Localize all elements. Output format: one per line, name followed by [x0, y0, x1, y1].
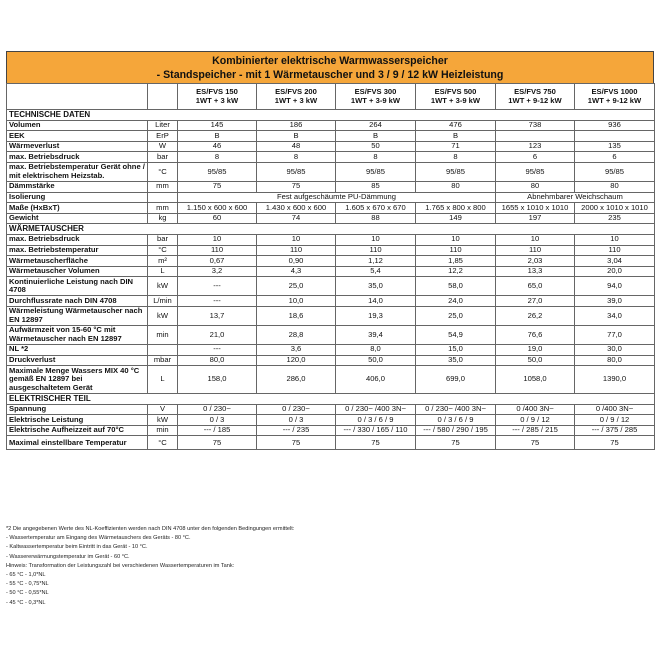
cell-value: 80	[575, 181, 655, 192]
cell-value: 26,2	[496, 306, 575, 325]
footnote-line: - 55 °C - 0,75*NL	[6, 581, 49, 588]
header-unit-cell	[148, 84, 178, 110]
cell-value: 110	[496, 245, 575, 256]
table-body	[7, 110, 655, 450]
cell-value: 1.430 x 600 x 600	[257, 203, 336, 214]
section-row	[7, 394, 655, 405]
row-unit: °C	[148, 436, 178, 450]
datasheet	[6, 51, 654, 450]
cell-value: 3,6	[257, 344, 336, 355]
row-unit: bar	[148, 234, 178, 245]
row-label: Wärmetauscher Volumen	[7, 266, 148, 277]
cell-value: 54,9	[416, 325, 496, 344]
table-row	[7, 256, 655, 267]
title-line-2: - Standspeicher - mit 1 Wärmetauscher und 3 / 9 / 12 kW Heizleistung	[156, 69, 504, 81]
table-row	[7, 425, 655, 436]
table-row	[7, 245, 655, 256]
cell-value: B	[416, 131, 496, 142]
row-label: Maximale Menge Wassers MIX 40 °C gemäß EN 12897 bei ausgeschaltetem Gerät	[7, 366, 148, 394]
cell-value: 95/85	[496, 162, 575, 181]
table-row	[7, 120, 655, 131]
row-unit: bar	[148, 152, 178, 163]
footnote-line: Hinweis: Transformation der Leistungszahl bei verschiedenen Wassertemperaturen im Tank:	[6, 562, 235, 569]
table-row	[7, 296, 655, 307]
cell-value: 10	[575, 234, 655, 245]
cell-value: 80,0	[178, 355, 257, 366]
table-row	[7, 192, 655, 203]
table-row	[7, 344, 655, 355]
cell-value: 50,0	[496, 355, 575, 366]
model-header: ES/FVS 200 1WT + 3 kW	[257, 84, 336, 110]
cell-value: 10	[496, 234, 575, 245]
cell-value: 110	[416, 245, 496, 256]
model-header: ES/FVS 1000 1WT + 9-12 kW	[575, 84, 655, 110]
footnote-line: - 45 °C - 0,3*NL	[6, 599, 46, 606]
cell-value: 8	[416, 152, 496, 163]
cell-value: --- / 580 / 290 / 195	[416, 425, 496, 436]
footnotes	[6, 525, 654, 608]
cell-value: 135	[575, 141, 655, 152]
table-row	[7, 415, 655, 426]
row-label: max. Betriebsdruck	[7, 152, 148, 163]
cell-value: 2,03	[496, 256, 575, 267]
cell-value: 28,8	[257, 325, 336, 344]
cell-value: 94,0	[575, 277, 655, 296]
model-header: ES/FVS 750 1WT + 9-12 kW	[496, 84, 575, 110]
sheet-title	[6, 51, 654, 83]
cell-value: --- / 235	[257, 425, 336, 436]
cell-value: 65,0	[496, 277, 575, 296]
cell-value: 71	[416, 141, 496, 152]
cell-value: 20,0	[575, 266, 655, 277]
cell-value: 1.605 x 670 x 670	[336, 203, 416, 214]
cell-value: 3,04	[575, 256, 655, 267]
header-label-cell	[7, 84, 148, 110]
row-unit: min	[148, 325, 178, 344]
model-header: ES/FVS 150 1WT + 3 kW	[178, 84, 257, 110]
row-label: Dämmstärke	[7, 181, 148, 192]
footnote-line: - 65 °C - 1,0*NL	[6, 572, 46, 579]
cell-value: B	[336, 131, 416, 142]
cell-value	[496, 131, 575, 142]
cell-value: 15,0	[416, 344, 496, 355]
row-label: Elektrische Aufheizzeit auf 70°C	[7, 425, 148, 436]
row-unit: kW	[148, 277, 178, 296]
cell-value: 95/85	[336, 162, 416, 181]
cell-value: 39,4	[336, 325, 416, 344]
cell-value: 95/85	[257, 162, 336, 181]
table-row	[7, 355, 655, 366]
row-unit	[148, 344, 178, 355]
cell-value: 1,12	[336, 256, 416, 267]
row-unit: mm	[148, 181, 178, 192]
model-header: ES/FVS 300 1WT + 3-9 kW	[336, 84, 416, 110]
row-label: max. Betriebstemperatur	[7, 245, 148, 256]
section-heading: ELEKTRISCHER TEIL	[7, 394, 655, 405]
table-row	[7, 131, 655, 142]
row-unit: ErP	[148, 131, 178, 142]
table-row	[7, 181, 655, 192]
cell-value: 48	[257, 141, 336, 152]
cell-value: 235	[575, 213, 655, 224]
cell-value: 738	[496, 120, 575, 131]
footnote-line: - Wassererwärmungstemperatur im Gerät - 60 °C.	[6, 553, 130, 560]
row-unit: m²	[148, 256, 178, 267]
cell-value: 35,0	[336, 277, 416, 296]
cell-value: 1.150 x 600 x 600	[178, 203, 257, 214]
cell-value: 5,4	[336, 266, 416, 277]
cell-value: 8	[336, 152, 416, 163]
cell-value: 2000 x 1010 x 1010	[575, 203, 655, 214]
table-row	[7, 234, 655, 245]
cell-value: 110	[257, 245, 336, 256]
cell-value: 123	[496, 141, 575, 152]
row-unit: L/min	[148, 296, 178, 307]
cell-value: 76,6	[496, 325, 575, 344]
cell-value: --- / 285 / 215	[496, 425, 575, 436]
cell-value: 699,0	[416, 366, 496, 394]
cell-value: 0 / 3	[257, 415, 336, 426]
cell-value: 74	[257, 213, 336, 224]
cell-value: 30,0	[575, 344, 655, 355]
cell-value: 77,0	[575, 325, 655, 344]
row-unit: °C	[148, 245, 178, 256]
row-label: Isolierung	[7, 192, 148, 203]
cell-value: 21,0	[178, 325, 257, 344]
cell-value: 27,0	[496, 296, 575, 307]
cell-value: 0 / 3	[178, 415, 257, 426]
span-value: Fest aufgeschäumte PU-Dämmung	[178, 192, 496, 203]
cell-value: 158,0	[178, 366, 257, 394]
cell-value: 8,0	[336, 344, 416, 355]
cell-value: B	[257, 131, 336, 142]
cell-value: 80	[496, 181, 575, 192]
footnote-line: - 50 °C - 0,55*NL	[6, 590, 49, 597]
cell-value: 936	[575, 120, 655, 131]
cell-value: ---	[178, 344, 257, 355]
cell-value: 110	[575, 245, 655, 256]
span-value: Abnehmbarer Weichschaum	[496, 192, 655, 203]
cell-value: 0 / 3 / 6 / 9	[416, 415, 496, 426]
cell-value: 95/85	[416, 162, 496, 181]
cell-value: --- / 185	[178, 425, 257, 436]
cell-value: 197	[496, 213, 575, 224]
cell-value: --- / 375 / 285	[575, 425, 655, 436]
cell-value: 85	[336, 181, 416, 192]
cell-value: 0,67	[178, 256, 257, 267]
row-label: Wärmeverlust	[7, 141, 148, 152]
cell-value: 75	[257, 181, 336, 192]
model-header: ES/FVS 500 1WT + 3-9 kW	[416, 84, 496, 110]
table-row	[7, 213, 655, 224]
cell-value	[575, 131, 655, 142]
cell-value: 39,0	[575, 296, 655, 307]
cell-value: 3,2	[178, 266, 257, 277]
row-unit	[148, 192, 178, 203]
section-row	[7, 110, 655, 121]
cell-value: 75	[416, 436, 496, 450]
row-unit: L	[148, 266, 178, 277]
table-row	[7, 404, 655, 415]
row-label: Volumen	[7, 120, 148, 131]
cell-value: 110	[178, 245, 257, 256]
header-row	[7, 84, 655, 110]
cell-value: 0 / 230~ /400 3N~	[336, 404, 416, 415]
table-row	[7, 277, 655, 296]
cell-value: 24,0	[416, 296, 496, 307]
cell-value: 50,0	[336, 355, 416, 366]
cell-value: 264	[336, 120, 416, 131]
cell-value: 10,0	[257, 296, 336, 307]
footnote-line: *2 Die angegebenen Werte des NL-Koeffizienten werden nach DIN 4708 unter den folgenden Bedingungen ermittelt:	[6, 526, 295, 532]
cell-value: 75	[496, 436, 575, 450]
row-unit: L	[148, 366, 178, 394]
cell-value: 4,3	[257, 266, 336, 277]
row-label: Maximal einstellbare Temperatur	[7, 436, 148, 450]
cell-value: 6	[496, 152, 575, 163]
row-unit: V	[148, 404, 178, 415]
cell-value: 10	[416, 234, 496, 245]
table-row	[7, 366, 655, 394]
cell-value: 120,0	[257, 355, 336, 366]
table-row	[7, 306, 655, 325]
cell-value: 14,0	[336, 296, 416, 307]
row-label: Gewicht	[7, 213, 148, 224]
cell-value: 0 /400 3N~	[575, 404, 655, 415]
row-label: Elektrische Leistung	[7, 415, 148, 426]
cell-value: 58,0	[416, 277, 496, 296]
cell-value: 0 / 230~	[257, 404, 336, 415]
cell-value: 75	[575, 436, 655, 450]
cell-value: 75	[336, 436, 416, 450]
table-row	[7, 436, 655, 450]
cell-value: 75	[178, 436, 257, 450]
cell-value: 0 / 9 / 12	[575, 415, 655, 426]
cell-value: 88	[336, 213, 416, 224]
cell-value: B	[178, 131, 257, 142]
cell-value: 80	[416, 181, 496, 192]
cell-value: 18,6	[257, 306, 336, 325]
cell-value: 19,3	[336, 306, 416, 325]
cell-value: 406,0	[336, 366, 416, 394]
table-row	[7, 266, 655, 277]
cell-value: 0 / 230~	[178, 404, 257, 415]
spec-table	[6, 83, 655, 450]
cell-value: 6	[575, 152, 655, 163]
row-label: Kontinuierliche Leistung nach DIN 4708	[7, 277, 148, 296]
row-label: Wärmetauscherfläche	[7, 256, 148, 267]
cell-value: 8	[257, 152, 336, 163]
row-label: Druckverlust	[7, 355, 148, 366]
cell-value: ---	[178, 277, 257, 296]
row-unit: mbar	[148, 355, 178, 366]
cell-value: 110	[336, 245, 416, 256]
cell-value: ---	[178, 296, 257, 307]
cell-value: 0,90	[257, 256, 336, 267]
table-row	[7, 152, 655, 163]
row-unit: °C	[148, 162, 178, 181]
row-unit: kW	[148, 306, 178, 325]
row-unit: kW	[148, 415, 178, 426]
cell-value: 1390,0	[575, 366, 655, 394]
table-row	[7, 203, 655, 214]
cell-value: 95/85	[178, 162, 257, 181]
cell-value: 80,0	[575, 355, 655, 366]
cell-value: 1.765 x 800 x 800	[416, 203, 496, 214]
cell-value: 25,0	[416, 306, 496, 325]
cell-value: 34,0	[575, 306, 655, 325]
cell-value: 0 / 9 / 12	[496, 415, 575, 426]
cell-value: 149	[416, 213, 496, 224]
cell-value: 13,3	[496, 266, 575, 277]
row-unit: min	[148, 425, 178, 436]
cell-value: 1058,0	[496, 366, 575, 394]
row-label: EEK	[7, 131, 148, 142]
row-label: Spannung	[7, 404, 148, 415]
footnote-line: - Wassertemperatur am Eingang des Wärmetauschers des Geräts - 80 °C.	[6, 535, 191, 542]
cell-value: 10	[336, 234, 416, 245]
cell-value: 1,85	[416, 256, 496, 267]
row-label: Durchflussrate nach DIN 4708	[7, 296, 148, 307]
row-label: Wärmeleistung Wärmetauscher nach EN 12897	[7, 306, 148, 325]
cell-value: 35,0	[416, 355, 496, 366]
cell-value: 10	[257, 234, 336, 245]
cell-value: 13,7	[178, 306, 257, 325]
cell-value: 186	[257, 120, 336, 131]
cell-value: 0 / 3 / 6 / 9	[336, 415, 416, 426]
section-row	[7, 224, 655, 235]
cell-value: 19,0	[496, 344, 575, 355]
cell-value: 1655 x 1010 x 1010	[496, 203, 575, 214]
row-label: Maße (HxBxT)	[7, 203, 148, 214]
row-label: Aufwärmzeit von 15-60 °C mit Wärmetauscher nach EN 12897	[7, 325, 148, 344]
cell-value: 50	[336, 141, 416, 152]
section-heading: TECHNISCHE DATEN	[7, 110, 655, 121]
row-unit: Liter	[148, 120, 178, 131]
cell-value: --- / 330 / 165 / 110	[336, 425, 416, 436]
cell-value: 46	[178, 141, 257, 152]
cell-value: 12,2	[416, 266, 496, 277]
table-row	[7, 162, 655, 181]
table-row	[7, 325, 655, 344]
cell-value: 8	[178, 152, 257, 163]
footnote-line: - Kaltwassertemperatur beim Eintritt in das Gerät - 10 °C.	[6, 544, 148, 551]
cell-value: 60	[178, 213, 257, 224]
row-label: NL *2	[7, 344, 148, 355]
cell-value: 0 /400 3N~	[496, 404, 575, 415]
cell-value: 25,0	[257, 277, 336, 296]
cell-value: 75	[257, 436, 336, 450]
cell-value: 286,0	[257, 366, 336, 394]
cell-value: 0 / 230~ /400 3N~	[416, 404, 496, 415]
row-unit: W	[148, 141, 178, 152]
cell-value: 75	[178, 181, 257, 192]
cell-value: 476	[416, 120, 496, 131]
cell-value: 145	[178, 120, 257, 131]
section-heading: WÄRMETAUSCHER	[7, 224, 655, 235]
row-label: max. Betriebstemperatur Gerät ohne / mit elektrischem Heizstab.	[7, 162, 148, 181]
cell-value: 10	[178, 234, 257, 245]
row-label: max. Betriebsdruck	[7, 234, 148, 245]
row-unit: kg	[148, 213, 178, 224]
cell-value: 95/85	[575, 162, 655, 181]
title-line-1: Kombinierter elektrische Warmwasserspeicher	[212, 55, 448, 67]
table-row	[7, 141, 655, 152]
row-unit: mm	[148, 203, 178, 214]
